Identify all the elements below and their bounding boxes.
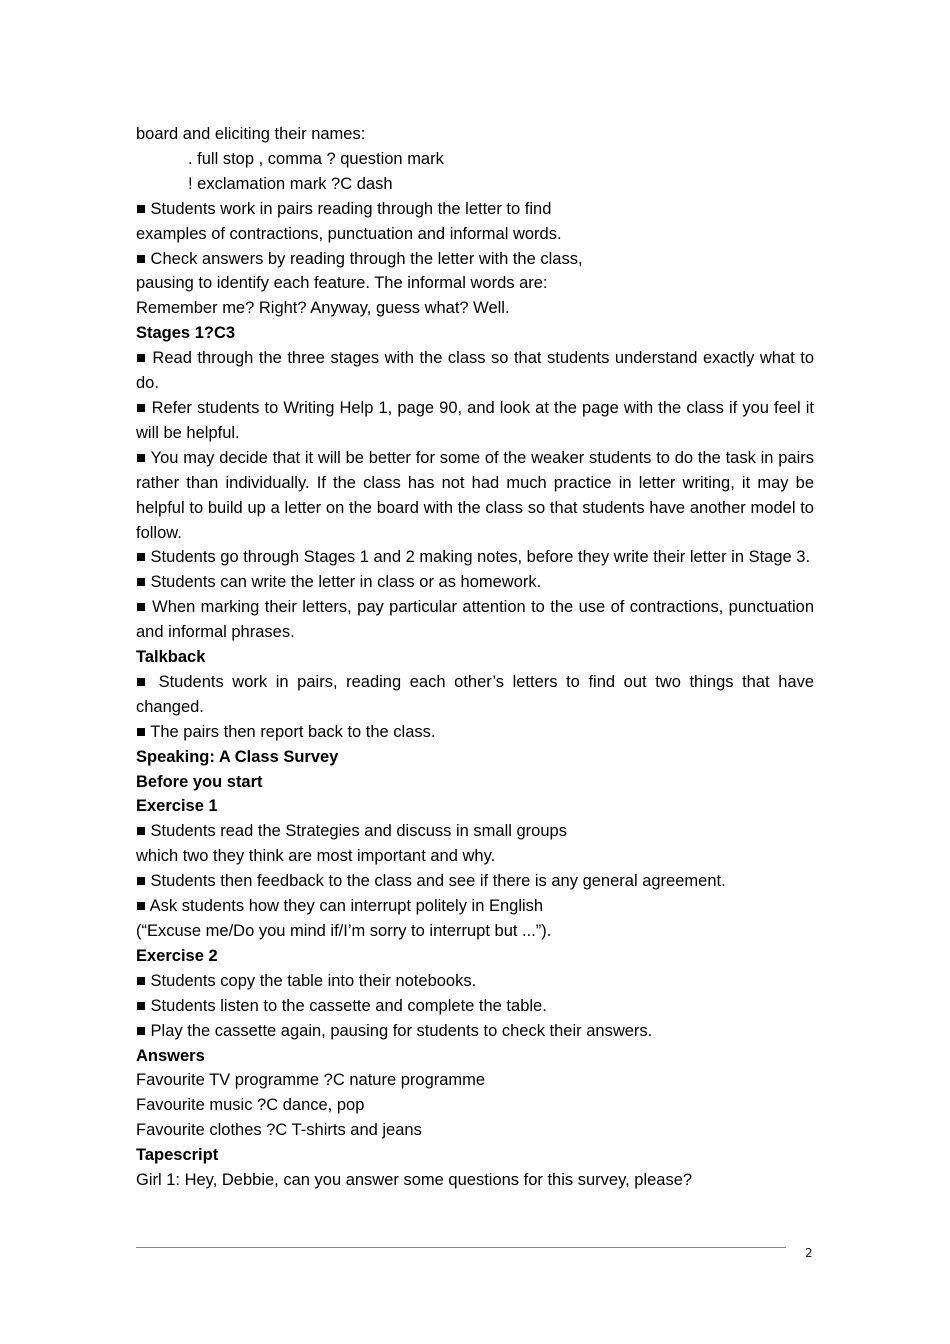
section-heading: Before you start bbox=[136, 772, 263, 791]
section-heading: Tapescript bbox=[136, 1146, 219, 1165]
document-body bbox=[136, 122, 814, 1193]
bullet-line: ■ Students read the Strategies and discuss in small groups bbox=[136, 822, 567, 841]
section-heading: Stages 1?C3 bbox=[136, 324, 236, 343]
page-number: 2 bbox=[805, 1246, 813, 1260]
section-heading: Speaking: A Class Survey bbox=[136, 747, 339, 766]
text-line: which two they think are most important and why. bbox=[136, 847, 496, 866]
punctuation-line: ! exclamation mark ?C dash bbox=[188, 174, 393, 193]
bullet-paragraph: ■ Read through the three stages with the class so that students understand exactly what to do. bbox=[136, 349, 814, 393]
text-line: (“Excuse me/Do you mind if/I’m sorry to interrupt but ...”). bbox=[136, 922, 552, 940]
bullet-paragraph: ■ Students go through Stages 1 and 2 making notes, before they write their letter in Stage 3. bbox=[136, 548, 811, 567]
punctuation-line: . full stop , comma ? question mark bbox=[188, 149, 444, 168]
answer-line: Favourite clothes ?C T-shirts and jeans bbox=[136, 1121, 422, 1140]
section-heading: Exercise 2 bbox=[136, 946, 218, 965]
text-line: examples of contractions, punctuation and informal words. bbox=[136, 224, 562, 243]
tapescript-line: Girl 1: Hey, Debbie, can you answer some questions for this survey, please? bbox=[136, 1171, 693, 1190]
section-heading: Exercise 1 bbox=[136, 797, 218, 816]
bullet-line: ■ Students can write the letter in class or as homework. bbox=[136, 573, 542, 592]
text-line: Remember me? Right? Anyway, guess what? Well. bbox=[136, 299, 510, 318]
bullet-line: ■ Students copy the table into their notebooks. bbox=[136, 971, 477, 990]
bullet-line: ■ Ask students how they can interrupt politely in English bbox=[136, 897, 544, 916]
section-heading: Talkback bbox=[136, 648, 206, 667]
bullet-line: ■ Students then feedback to the class and see if there is any general agreement. bbox=[136, 872, 726, 891]
bullet-line: ■ Students listen to the cassette and complete the table. bbox=[136, 996, 547, 1015]
bullet-line: ■ Check answers by reading through the letter with the class, bbox=[136, 249, 583, 268]
footer-divider bbox=[136, 1247, 786, 1248]
text-line: board and eliciting their names: bbox=[136, 125, 366, 143]
bullet-line: ■ Play the cassette again, pausing for students to check their answers. bbox=[136, 1021, 653, 1040]
bullet-paragraph: ■ Students work in pairs, reading each other’s letters to find out two things that have changed. bbox=[136, 672, 814, 716]
bullet-paragraph: ■ Refer students to Writing Help 1, page 90, and look at the page with the class if you feel it will be helpful. bbox=[136, 398, 814, 442]
answer-line: Favourite music ?C dance, pop bbox=[136, 1096, 365, 1115]
section-heading: Answers bbox=[136, 1046, 205, 1065]
bullet-line: ■ The pairs then report back to the class. bbox=[136, 722, 436, 741]
bullet-paragraph: ■ You may decide that it will be better for some of the weaker students to do the task in pairs rather than individually. If the class has not had much practice in letter writing, it may be helpful to build up a letter on the board with the class so that students have another model to follow. bbox=[136, 448, 814, 542]
bullet-paragraph: ■ When marking their letters, pay particular attention to the use of contractions, punctuation and informal phrases. bbox=[136, 598, 814, 642]
bullet-line: ■ Students work in pairs reading through the letter to find bbox=[136, 199, 552, 218]
answer-line: Favourite TV programme ?C nature programme bbox=[136, 1071, 486, 1090]
text-line: pausing to identify each feature. The informal words are: bbox=[136, 274, 548, 293]
